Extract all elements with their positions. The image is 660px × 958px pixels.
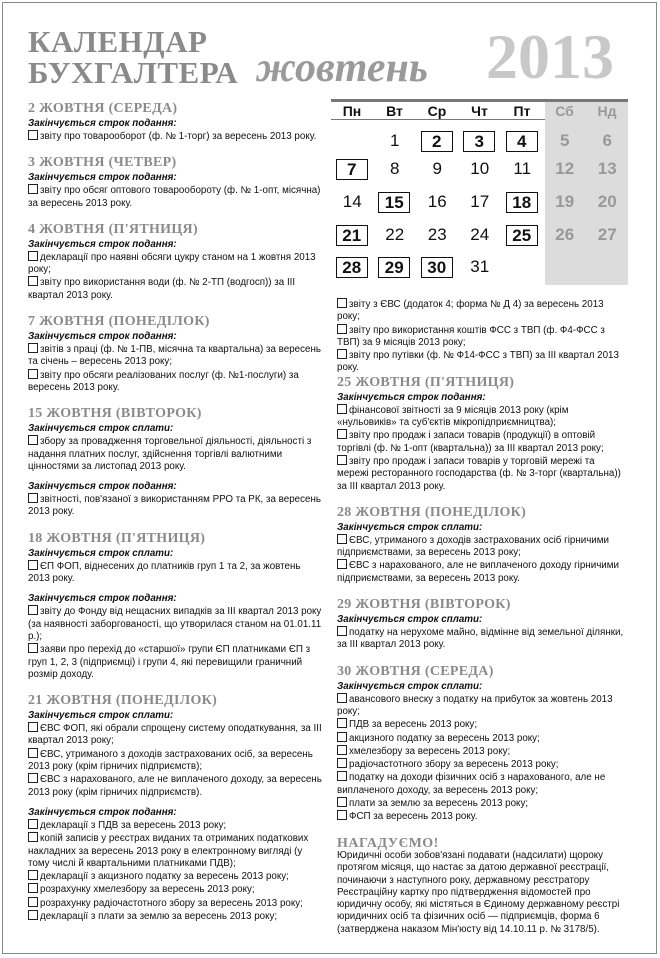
- deadline-item-text: звіту про продаж і запаси товарів у торговій мережі та мережі ресторанного господарства (ф. № 3-торг (квартальна)) за III квартал 2013 року.: [337, 455, 621, 492]
- deadline-item-text: декларації про наявні обсяги цукру станом на 1 жовтня 2013 року;: [28, 251, 316, 276]
- checkbox-icon: [337, 810, 347, 820]
- checkbox-icon: [337, 324, 347, 334]
- deadline-item-text: звіту про обсяг оптового товарообороту (ф. № 1-опт, місячна) за вересень 2013 року.: [28, 185, 321, 209]
- deadline-subheading: Закінчується строк сплати:: [337, 521, 483, 533]
- day-heading: 21 ЖОВТНЯ (ПОНЕДІЛОК): [28, 693, 218, 709]
- calendar-day: 24: [470, 225, 490, 244]
- deadline-subheading: Закінчується строк подання:: [28, 806, 177, 818]
- day-heading: 28 ЖОВТНЯ (ПОНЕДІЛОК): [337, 504, 527, 520]
- deadline-subheading: Закінчується строк подання:: [28, 481, 177, 493]
- calendar-day: 14: [342, 192, 362, 211]
- deadline-subheading: Закінчується строк подання:: [28, 172, 177, 184]
- checkbox-icon: [28, 773, 38, 783]
- deadline-subheading: Закінчується строк подання:: [28, 593, 177, 605]
- checkbox-icon: [337, 626, 347, 636]
- checkbox-icon: [28, 493, 38, 503]
- checkbox-icon: [28, 819, 38, 829]
- checkbox-icon: [28, 832, 38, 842]
- deadline-item: [337, 718, 627, 731]
- deadline-item-text: декларації з акцизного податку за вересень 2013 року;: [40, 871, 289, 883]
- calendar-day: 26: [555, 225, 575, 244]
- calendar-day: 18: [506, 192, 538, 213]
- deadline-subheading: Закінчується строк подання:: [28, 238, 177, 250]
- deadline-item: [28, 870, 323, 883]
- deadline-subheading: Закінчується строк сплати:: [28, 423, 174, 435]
- deadline-item-text: звіту з ЄВС (додаток 4; форма № Д 4) за вересень 2013 року;: [337, 299, 604, 323]
- calendar-day: 30: [421, 257, 453, 278]
- deadline-item: [337, 693, 627, 719]
- deadline-item: [28, 748, 323, 774]
- weekday-label: Сб: [555, 103, 574, 119]
- deadline-item-text: ЄВС, утриманого з доходів застрахованих осіб, за вересень 2013 року (крім гірничих підприємств);: [28, 748, 313, 773]
- calendar-day: 2: [421, 131, 453, 152]
- deadline-item-text: ЄВС ФОП, які обрали спрощену систему оподаткування, за III квартал 2013 року;: [28, 723, 322, 747]
- calendar-day: 10: [470, 159, 490, 178]
- deadline-item: [337, 349, 627, 375]
- deadline-item: [28, 435, 323, 473]
- checkbox-icon: [28, 910, 38, 920]
- deadline-item: [28, 773, 323, 799]
- deadline-subheading: Закінчується строк сплати:: [337, 680, 483, 692]
- calendar-day: 25: [506, 225, 538, 246]
- checkbox-icon: [337, 429, 347, 439]
- deadline-item: [28, 910, 323, 923]
- day-heading: 29 ЖОВТНЯ (ВІВТОРОК): [337, 597, 511, 613]
- checkbox-icon: [337, 732, 347, 742]
- checkbox-icon: [337, 693, 347, 703]
- deadline-item: [337, 810, 627, 823]
- deadline-item: [337, 626, 627, 652]
- deadline-item: [28, 276, 323, 302]
- deadline-item-text: звіту про використання коштів ФСС з ТВП (ф. Ф4-ФСС з ТВП) за 9 місяців 2013 року;: [337, 324, 605, 348]
- deadline-item-text: звітів з праці (ф. № 1-ПВ, місячна та квартальна) за вересень та січень – вересень 2013 року;: [28, 344, 321, 368]
- deadline-item: [28, 643, 323, 681]
- header-title: [28, 26, 238, 88]
- deadline-item: [337, 324, 627, 350]
- right-column: [337, 298, 627, 936]
- weekday-label: Чт: [471, 103, 488, 119]
- calendar-day: 1: [390, 131, 400, 150]
- checkbox-icon: [337, 745, 347, 755]
- day-heading: 30 ЖОВТНЯ (СЕРЕДА): [337, 663, 494, 679]
- deadline-item: [28, 722, 323, 748]
- deadline-subheading: Закінчується строк подання:: [337, 391, 486, 403]
- weekday-label: Ср: [427, 103, 447, 119]
- calendar-header-rule: [331, 119, 545, 120]
- checkbox-icon: [28, 130, 38, 140]
- calendar-day: 6: [602, 131, 612, 150]
- weekday-label: Вт: [386, 103, 403, 119]
- deadline-item: [28, 343, 323, 369]
- right-column-items: [337, 298, 627, 824]
- checkbox-icon: [28, 369, 38, 379]
- deadline-subheading: Закінчується строк подання:: [28, 331, 177, 343]
- deadline-item: [337, 732, 627, 745]
- reminder-title: НАГАДУЄМО!: [337, 835, 439, 851]
- header-year: 2013: [486, 21, 614, 92]
- checkbox-icon: [28, 870, 38, 880]
- day-heading: 3 ЖОВТНЯ (ЧЕТВЕР): [28, 155, 177, 171]
- deadline-item-text: ФСП за вересень 2013 року.: [349, 811, 478, 823]
- day-heading: 18 ЖОВТНЯ (П'ЯТНИЦЯ): [28, 530, 206, 546]
- checkbox-icon: [28, 722, 38, 732]
- deadline-item-text: плати за землю за вересень 2013 року;: [349, 798, 529, 810]
- deadline-item-text: копій записів у реєстрах виданих та отриманих податкових накладних за вересень 2013 року в електронному вигляді (у тому числі й квартальними платниками ПДВ);: [28, 833, 309, 869]
- checkbox-icon: [28, 343, 38, 353]
- deadline-item-text: звіту про використання води (ф. № 2-ТП (водгосп)) за III квартал 2013 року.: [28, 277, 296, 301]
- calendar-day: 9: [432, 159, 442, 178]
- checkbox-icon: [28, 748, 38, 758]
- checkbox-icon: [28, 897, 38, 907]
- deadline-item-text: заяви про перехід до «старшої» групи ЄП платниками ЄП з груп 1, 2, 3 (підприємці) і групи 4, які перевищили граничний розмір доходу.: [28, 644, 311, 680]
- deadline-item-text: звітності, пов'язаної з використанням РРО та РК, за вересень 2013 року.: [28, 494, 321, 518]
- deadline-item: [28, 897, 323, 910]
- deadline-item: [337, 534, 627, 560]
- calendar-day: 28: [336, 257, 368, 278]
- calendar-day: 22: [385, 225, 405, 244]
- deadline-item-text: звіту про продаж і запаси товарів (продукції) в оптовій торгівлі (ф. № 1-опт (квартальна)) за III квартал 2013 року;: [337, 430, 604, 454]
- checkbox-icon: [337, 718, 347, 728]
- deadline-item: [337, 771, 627, 797]
- deadline-item-text: авансового внеску з податку на прибуток за жовтень 2013 року;: [337, 693, 613, 717]
- calendar-day: 16: [427, 192, 447, 211]
- deadline-item: [337, 429, 627, 455]
- deadline-item: [337, 455, 627, 493]
- checkbox-icon: [337, 534, 347, 544]
- calendar-day: 19: [555, 192, 575, 211]
- header-title-line2: БУХГАЛТЕРА: [28, 55, 239, 90]
- month-calendar: [331, 99, 628, 289]
- deadline-item-text: радіочастотного збору за вересень 2013 року;: [349, 759, 559, 771]
- deadline-item-text: податку на нерухоме майно, відмінне від земельної ділянки, за III квартал 2013 року.: [337, 627, 624, 651]
- calendar-top-rule: [331, 99, 628, 102]
- deadline-item: [28, 832, 323, 870]
- deadline-item-text: звіту про путівки (ф. № Ф14-ФСС з ТВП) за III квартал 2013 року.: [337, 350, 619, 374]
- checkbox-icon: [28, 435, 38, 445]
- calendar-day: 11: [513, 159, 532, 178]
- weekday-label: Пт: [513, 103, 531, 119]
- deadline-item-text: звіту до Фонду від нещасних випадків за III квартал 2013 року (за наявності заборгованості, що утворилася станом на 01.01.11 р.);: [28, 606, 322, 642]
- deadline-item-text: хмелезбору за вересень 2013 року;: [349, 745, 511, 757]
- calendar-day: 31: [470, 257, 490, 276]
- checkbox-icon: [337, 298, 347, 308]
- deadline-item: [28, 493, 323, 519]
- calendar-day: 17: [470, 192, 490, 211]
- deadline-item-text: ЄВС з нарахованого, але не виплаченого доходу гірничими підприємствами, за вересень 2013 року.: [337, 560, 619, 584]
- deadline-subheading: Закінчується строк подання:: [28, 118, 177, 129]
- deadline-item-text: ПДВ за вересень 2013 року;: [349, 719, 478, 731]
- calendar-day: 27: [597, 225, 617, 244]
- checkbox-icon: [337, 404, 347, 414]
- calendar-day: 20: [597, 192, 617, 211]
- calendar-day: 29: [378, 257, 410, 278]
- reminder-text: Юридичні особи зобов'язані подавати (надсилати) щороку протягом місяця, що настає за датою державної реєстрації, починаючи з наступного року, державному реєстратору Реєстраційну картку про підтвердження відомостей про юридичну особу, які містяться в Єдиному державному реєстрі юридичних осіб та фізичних осіб — підприємців, форма 6 (затверджена наказом Мін'юсту від 14.10.11 р. № 3178/5).: [337, 849, 620, 935]
- deadline-item-text: збору за провадження торговельної діяльності, діяльності з надання платних послуг, здійснення торгівлі валютними цінностями за листопад 2013 року.: [28, 436, 312, 472]
- deadline-item: [337, 758, 627, 771]
- deadline-subheading: Закінчується строк сплати:: [28, 547, 174, 559]
- checkbox-icon: [337, 559, 347, 569]
- deadline-item: [28, 605, 323, 643]
- deadline-item: [28, 560, 323, 586]
- deadline-item: [28, 251, 323, 277]
- checkbox-icon: [337, 455, 347, 465]
- deadline-item: [337, 298, 627, 324]
- checkbox-icon: [28, 883, 38, 893]
- calendar-day: 23: [427, 225, 447, 244]
- deadline-item-text: розрахунку хмелезбору за вересень 2013 року;: [40, 884, 255, 896]
- checkbox-icon: [28, 251, 38, 261]
- deadline-subheading: Закінчується строк сплати:: [28, 710, 174, 722]
- deadline-item: [28, 184, 323, 210]
- checkbox-icon: [28, 560, 38, 570]
- header-month: жовтень: [256, 45, 428, 91]
- deadline-item-text: розрахунку радіочастотного збору за вересень 2013 року;: [40, 897, 303, 909]
- calendar-day: 5: [560, 131, 570, 150]
- deadline-item-text: податку на доходи фізичних осіб з нарахованого, але не виплаченого доходу, за вересень 2013 року;: [337, 772, 606, 796]
- calendar-day: 12: [555, 159, 575, 178]
- day-heading: 2 ЖОВТНЯ (СЕРЕДА): [28, 101, 178, 116]
- calendar-day: 3: [463, 131, 495, 152]
- calendar-day: 4: [506, 131, 538, 152]
- checkbox-icon: [337, 758, 347, 768]
- checkbox-icon: [28, 276, 38, 286]
- left-column: [28, 101, 323, 923]
- checkbox-icon: [337, 349, 347, 359]
- deadline-item-text: ЄП ФОП, віднесених до платників груп 1 та 2, за жовтень 2013 року.: [28, 560, 301, 585]
- deadline-item: [28, 819, 323, 832]
- deadline-item: [337, 559, 627, 585]
- deadline-item-text: звіту про обсяги реалізованих послуг (ф. №1-послуги) за вересень 2013 року.: [28, 369, 299, 393]
- deadline-item: [28, 130, 323, 143]
- day-heading: 7 ЖОВТНЯ (ПОНЕДІЛОК): [28, 314, 210, 330]
- deadline-item-text: декларації з ПДВ за вересень 2013 року;: [40, 819, 227, 831]
- deadline-subheading: Закінчується строк сплати:: [337, 614, 483, 626]
- weekday-label: Нд: [597, 103, 617, 119]
- calendar-day: 7: [336, 159, 368, 180]
- deadline-item-text: акцизного податку за вересень 2013 року;: [349, 732, 540, 744]
- day-heading: 25 ЖОВТНЯ (П'ЯТНИЦЯ): [337, 374, 515, 390]
- calendar-day: 8: [390, 159, 400, 178]
- weekday-label: Пн: [342, 103, 362, 119]
- deadline-item-text: декларації з плати за землю за вересень 2013 року;: [40, 910, 278, 922]
- deadline-item: [337, 404, 627, 430]
- deadline-item: [337, 745, 627, 758]
- day-heading: 15 ЖОВТНЯ (ВІВТОРОК): [28, 406, 202, 422]
- calendar-day: 15: [378, 192, 410, 213]
- deadline-item: [337, 797, 627, 810]
- checkbox-icon: [28, 605, 38, 615]
- header-title-line1: КАЛЕНДАР: [28, 24, 208, 59]
- checkbox-icon: [337, 797, 347, 807]
- deadline-item-text: фінансової звітності за 9 місяців 2013 року (крім «нульовиків» та суб'єктів мікропідприємництва);: [337, 404, 569, 429]
- calendar-day: 13: [597, 159, 617, 178]
- deadline-item-text: ЄВС, утриманого з доходів застрахованих осіб гірничими підприємствами, за вересень 2013 року;: [337, 534, 609, 559]
- deadline-item: [28, 883, 323, 896]
- checkbox-icon: [337, 771, 347, 781]
- deadline-item-text: звіту про товарооборот (ф. № 1-торг) за вересень 2013 року.: [40, 131, 317, 142]
- checkbox-icon: [28, 643, 38, 653]
- day-heading: 4 ЖОВТНЯ (П'ЯТНИЦЯ): [28, 221, 198, 237]
- deadline-item: [28, 369, 323, 395]
- checkbox-icon: [28, 184, 38, 194]
- calendar-day: 21: [336, 225, 368, 246]
- deadline-item-text: ЄВС з нарахованого, але не виплаченого доходу, за вересень 2013 року (крім гірничих підприємств).: [28, 774, 322, 798]
